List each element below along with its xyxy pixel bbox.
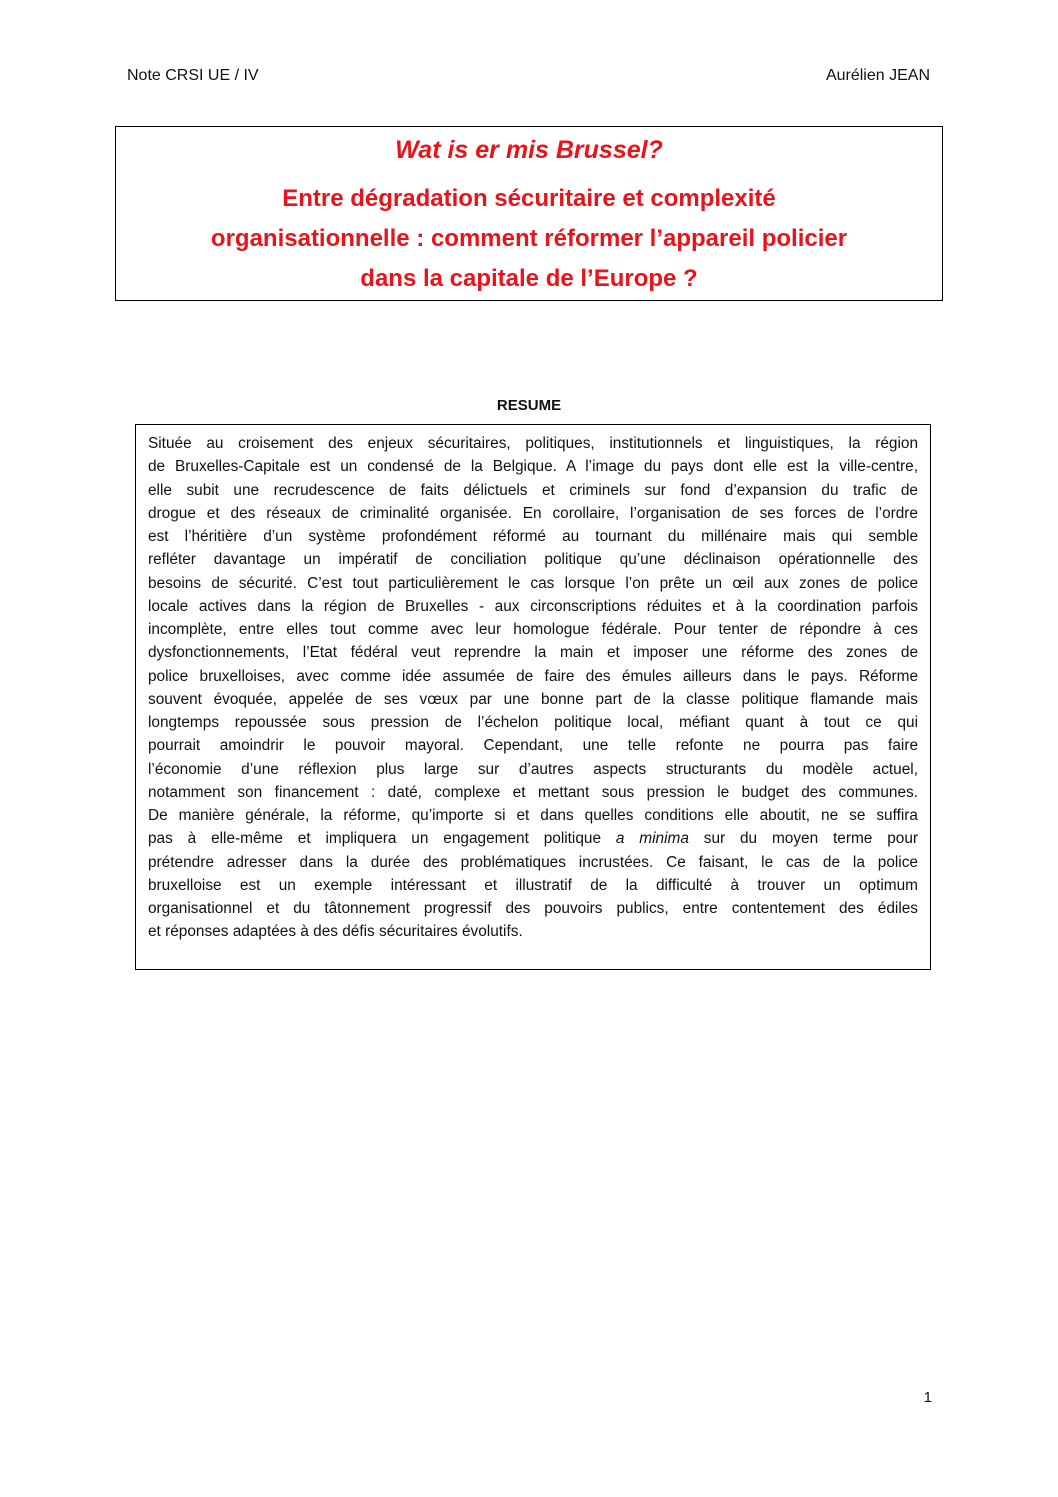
resume-line: locale actives dans la région de Bruxelles - aux circonscriptions réduites et à la coordination parfois: [148, 597, 918, 615]
resume-line: Située au croisement des enjeux sécuritaires, politiques, institutionnels et linguistiques, la région: [148, 435, 918, 452]
document-subtitle: [116, 179, 942, 299]
resume-line: de Bruxelles-Capitale est un condensé de la Belgique. A l’image du pays dont elle est la ville-centre,: [148, 458, 918, 476]
resume-line: besoins de sécurité. C’est tout particulièrement le cas lorsque l’on prête un œil aux zones de police: [148, 574, 918, 592]
subtitle-line: dans la capitale de l’Europe ?: [360, 265, 698, 292]
header-note-reference: Note CRSI UE / IV: [127, 67, 259, 84]
resume-line: De manière générale, la réforme, qu’importe si et dans quelles conditions elle aboutit, ne se suffira: [148, 807, 918, 824]
document-title: Wat is er mis Brussel?: [395, 136, 663, 164]
resume-line: refléter davantage un impératif de conciliation politique qu’une déclinaison opérationnelle des: [148, 551, 918, 569]
resume-text-segment: pas à elle-même et impliquera un engagement politique: [148, 830, 616, 848]
resume-line: notamment son financement : daté, complexe et mettant sous pression le budget des communes.: [148, 783, 918, 801]
resume-line: pourrait amoindrir le pouvoir mayoral. Cependant, une telle refonte ne pourra pas faire: [148, 737, 918, 755]
resume-line-with-italic: [148, 827, 918, 850]
resume-line: prétendre adresser dans la durée des problématiques incrustées. Ce faisant, le cas de la police: [148, 853, 918, 871]
resume-box: [135, 424, 931, 970]
resume-line: incomplète, entre elles tout comme avec leur homologue fédérale. Pour tenter de répondre à ces: [148, 621, 918, 638]
resume-line: l’économie d’une réflexion plus large sur d’autres aspects structurants du modèle actuel,: [148, 760, 918, 778]
resume-line: organisationnel et du tâtonnement progressif des pouvoirs publics, entre contentement des édiles: [148, 900, 918, 917]
title-box: [115, 126, 943, 301]
resume-line: dysfonctionnements, l’Etat fédéral veut reprendre la main et imposer une réforme des zones de: [148, 644, 918, 662]
resume-line: et réponses adaptées à des défis sécuritaires évolutifs.: [148, 923, 523, 941]
page-number: 1: [923, 1389, 932, 1406]
resume-line: police bruxelloises, avec comme idée assumée de faire des émules ailleurs dans le pays. Réforme: [148, 667, 918, 685]
resume-line: est l’héritière d’un système profondément réformé au tournant du millénaire mais qui semble: [148, 528, 918, 545]
resume-line: elle subit une recrudescence de faits délictuels et criminels sur fond d’expansion du trafic de: [148, 481, 918, 499]
resume-line: souvent évoquée, appelée de ses vœux par une bonne part de la classe politique flamande mais: [148, 690, 918, 708]
resume-italic-term: a minima: [615, 830, 689, 848]
resume-heading: RESUME: [496, 397, 562, 414]
header-author: Aurélien JEAN: [825, 67, 930, 84]
resume-line: bruxelloise est un exemple intéressant et illustratif de la difficulté à trouver un optimum: [148, 876, 918, 894]
subtitle-line: organisationnelle : comment réformer l’appareil policier: [210, 225, 848, 252]
resume-line: drogue et des réseaux de criminalité organisée. En corollaire, l’organisation de ses forces de l’ordre: [148, 504, 918, 522]
subtitle-line: Entre dégradation sécuritaire et complexité: [282, 185, 776, 212]
resume-line: longtemps repoussée sous pression de l’échelon politique local, méfiant quant à tout ce qui: [148, 714, 918, 731]
resume-text-segment: sur du moyen terme pour: [688, 830, 918, 848]
